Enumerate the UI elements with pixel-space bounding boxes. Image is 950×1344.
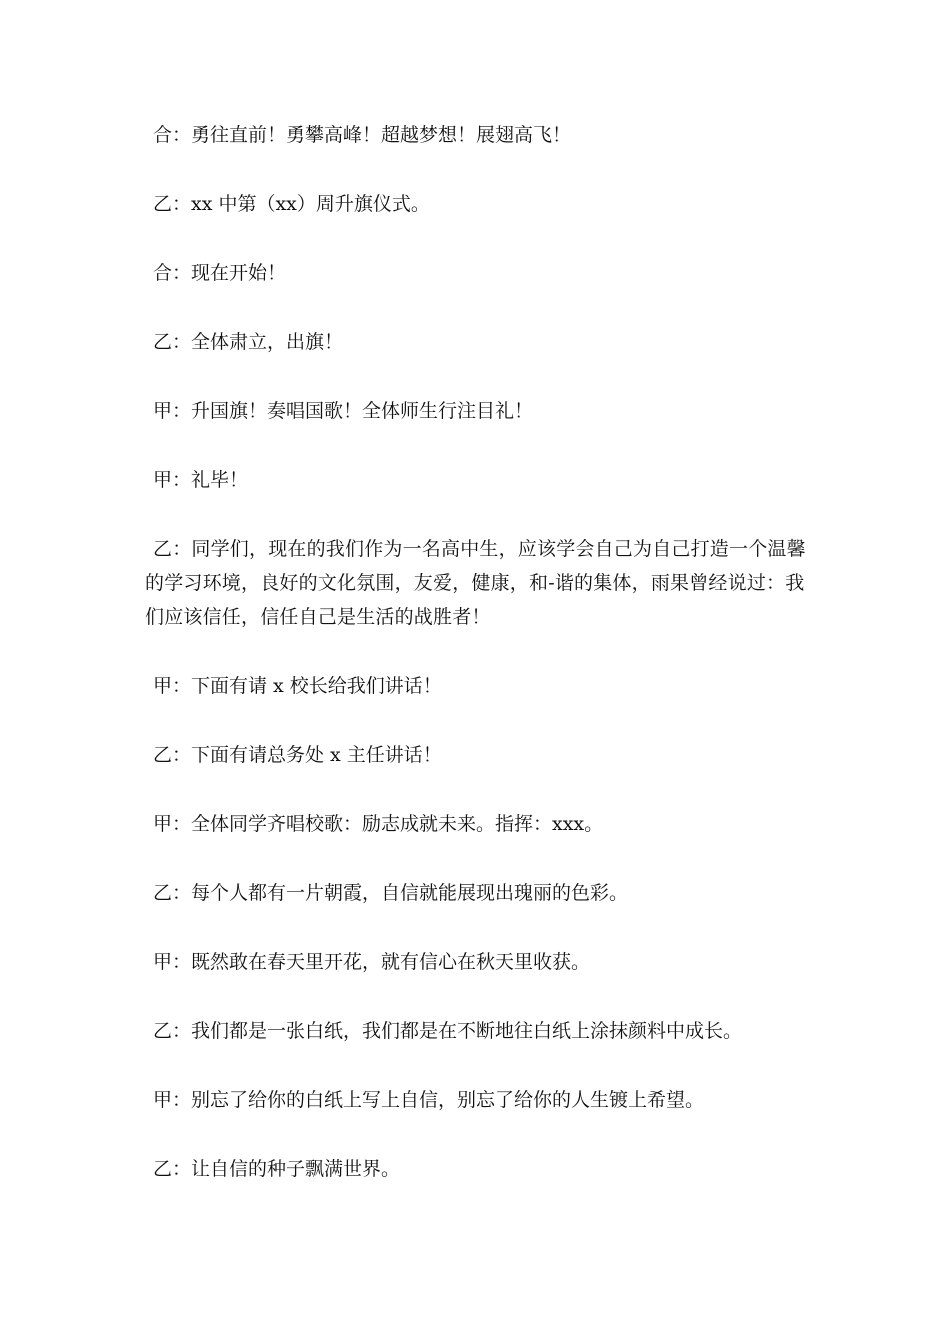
paragraph-6: 甲：礼毕！ [153,469,249,491]
paragraph-15: 乙：让自信的种子飘满世界。 [153,1158,401,1180]
paragraph-3: 合：现在开始！ [153,262,287,284]
paragraph-9: 乙：下面有请总务处 x 主任讲话！ [153,744,442,766]
paragraph-10: 甲：全体同学齐唱校歌：励志成就未来。指挥：xxx。 [153,813,604,835]
paragraph-1: 合：勇往直前！勇攀高峰！超越梦想！展翅高飞！ [153,124,572,146]
paragraph-4: 乙：全体肃立，出旗！ [153,331,344,353]
paragraph-11: 乙：每个人都有一片朝霞，自信就能展现出瑰丽的色彩。 [153,882,629,904]
paragraph-8: 甲：下面有请 x 校长给我们讲话！ [153,675,442,697]
paragraph-14: 甲：别忘了给你的白纸上写上自信，别忘了给你的人生镀上希望。 [153,1089,705,1111]
paragraph-2: 乙：xx 中第（xx）周升旗仪式。 [153,193,430,215]
paragraph-13: 乙：我们都是一张白纸，我们都是在不断地往白纸上涂抹颜料中成长。 [153,1020,743,1042]
paragraph-7: 乙：同学们，现在的我们作为一名高中生，应该学会自己为自己打造一个温馨的学习环境，良好的文化氛围，友爱，健康，和-谐的集体，雨果曾经说过：我们应该信任，信任自己是生活的战胜者！ [145,538,806,628]
document-body [145,118,811,1221]
paragraph-12: 甲：既然敢在春天里开花，就有信心在秋天里收获。 [153,951,591,973]
paragraph-5: 甲：升国旗！奏唱国歌！全体师生行注目礼！ [153,400,534,422]
